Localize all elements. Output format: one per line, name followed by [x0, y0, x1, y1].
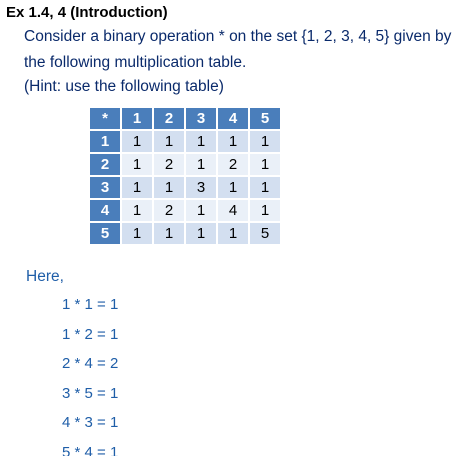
- table-row: [90, 154, 280, 175]
- example-equation: 5 * 4 = 1: [62, 443, 119, 456]
- table-cell: 1: [122, 200, 152, 221]
- table-row: [90, 223, 280, 244]
- table-cell: 4: [218, 200, 248, 221]
- table-cell: 1: [186, 154, 216, 175]
- row-header: 4: [90, 200, 120, 221]
- table-cell: 1: [122, 223, 152, 244]
- table-cell: 1: [122, 177, 152, 198]
- question-text: Consider a binary operation * on the set {1, 2, 3, 4, 5} given by the following multiplication table.: [24, 28, 452, 71]
- row-header: 3: [90, 177, 120, 198]
- hint-text: (Hint: use the following table): [24, 78, 224, 95]
- table-cell: 1: [250, 177, 280, 198]
- table-cell: 1: [154, 131, 184, 152]
- row-header: 2: [90, 154, 120, 175]
- table-cell: 1: [218, 131, 248, 152]
- table-row: [90, 177, 280, 198]
- table-row: [90, 200, 280, 221]
- column-header: 4: [218, 108, 248, 129]
- example-equation: 2 * 4 = 2: [62, 355, 119, 372]
- example-equation: 4 * 3 = 1: [62, 414, 119, 431]
- table-cell: 1: [250, 200, 280, 221]
- column-header: 1: [122, 108, 152, 129]
- table-cell: 1: [122, 154, 152, 175]
- table-cell: 1: [250, 154, 280, 175]
- table-cell: 1: [186, 200, 216, 221]
- table-cell: 1: [122, 131, 152, 152]
- example-equation: 3 * 5 = 1: [62, 384, 119, 402]
- table-header-row: [90, 108, 280, 129]
- table-cell: 1: [218, 223, 248, 244]
- table-row: [90, 131, 280, 152]
- table-cell: 2: [154, 200, 184, 221]
- row-header: 1: [90, 131, 120, 152]
- example-list: [62, 294, 118, 456]
- example-equation: 1 * 1 = 1: [62, 296, 119, 313]
- table-cell: 1: [218, 177, 248, 198]
- table-cell: 5: [250, 223, 280, 244]
- table-cell: 1: [186, 223, 216, 244]
- column-header: 5: [250, 108, 280, 129]
- table-cell: 1: [250, 131, 280, 152]
- table-cell: 1: [154, 223, 184, 244]
- table-cell: 2: [154, 154, 184, 175]
- exercise-heading: Ex 1.4, 4 (Introduction): [6, 4, 168, 21]
- operation-table: [88, 106, 282, 246]
- table-cell: 1: [186, 131, 216, 152]
- column-header: 3: [186, 108, 216, 129]
- table-corner-cell: *: [90, 108, 120, 129]
- column-header: 2: [154, 108, 184, 129]
- here-label: Here,: [26, 268, 64, 285]
- table-cell: 2: [218, 154, 248, 175]
- example-equation: 1 * 2 = 1: [62, 325, 119, 343]
- table-cell: 3: [186, 177, 216, 198]
- row-header: 5: [90, 223, 120, 244]
- table-cell: 1: [154, 177, 184, 198]
